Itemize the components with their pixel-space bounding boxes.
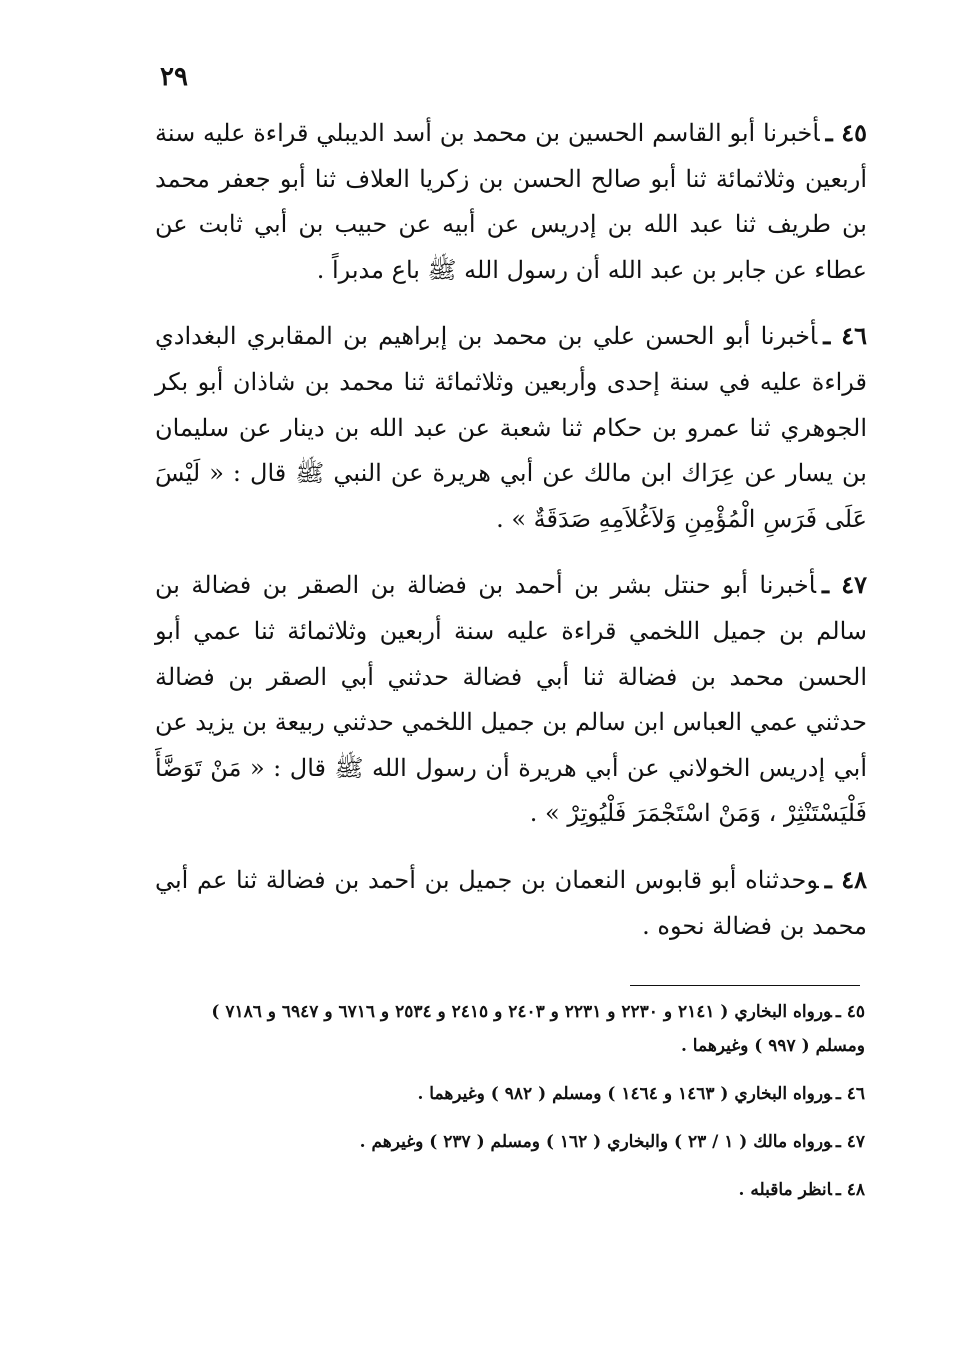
- footnote-number: ٤٥ ـ: [835, 1002, 865, 1022]
- footnote-48: [165, 1173, 865, 1207]
- hadith-text: أخبرنا أبو الحسن علي بن محمد بن إبراهيم بن المقابري البغدادي قراءة عليه في سنة إحدى وأربعين وثلاثمائة ثنا محمد بن شاذان أبو بكر الجوهري ثنا عمرو بن حكام ثنا شعبة عن عبد الله بن دينار عن سليمان بن يسار عن عِرَاك ابن مالك عن أبي هريرة عن النبي ﷺ قال : « لَيْسَ عَلَى فَرَسِ الْمُؤْمِنِ وَلاَغُلاَمِهِ صَدَقَةٌ » .: [155, 322, 867, 533]
- hadith-number: ٤٧ ـ: [822, 570, 868, 600]
- footnote-45: [165, 995, 865, 1063]
- hadith-number: ٤٨ ـ: [824, 864, 867, 894]
- footnote-divider: [630, 985, 860, 986]
- hadith-paragraph-47: [155, 562, 867, 837]
- footnote-46: [165, 1077, 865, 1111]
- hadith-text: وحدثناه أبو قابوس النعمان بن جميل بن أحمد بن فضالة ثنا عم أبي محمد بن فضالة نحوه .: [155, 865, 867, 940]
- hadith-paragraph-48: [155, 857, 867, 949]
- footnote-number: ٤٧ ـ: [835, 1132, 865, 1152]
- footnotes: [165, 995, 865, 1207]
- hadith-paragraph-46: [155, 313, 867, 542]
- footnote-number: ٤٦ ـ: [835, 1084, 865, 1104]
- page-number: ٢٩: [160, 62, 188, 92]
- hadith-text: أخبرنا أبو القاسم الحسين بن محمد بن أسد الديبلي قراءة عليه سنة أربعين وثلاثمائة ثنا أبو صالح الحسن بن زكريا العلاف ثنا أبو جعفر محمد بن طريف ثنا عبد الله بن إدريس عن أبيه عن حبيب بن أبي ثابت عن عطاء عن جابر بن عبد الله أن رسول الله ﷺ باع مدبراً .: [155, 119, 867, 284]
- hadith-number: ٤٦ ـ: [823, 321, 867, 351]
- footnote-text: ورواه مالك ( ١ / ٢٣ ) والبخاري ( ١٦٢ ) ومسلم ( ٢٣٧ ) وغيرهم .: [359, 1132, 832, 1152]
- hadith-text: أخبرنا أبو حنتل بشر بن أحمد بن فضالة بن الصقر بن فضالة بن سالم بن جميل اللخمي قراءة عليه سنة أربعين وثلاثمائة ثنا عمي أبو الحسن محمد بن فضالة ثنا أبي فضالة حدثني أبي الصقر بن فضالة حدثني عمي العباس ابن سالم بن جميل اللخمي حدثني ربيعة بن يزيد عن أبي إدريس الخولاني عن أبي هريرة أن رسول الله ﷺ قال : « مَنْ تَوَضَّأَ فَلْيَسْتَنْثِرْ ، وَمَنْ اسْتَجْمَرَ فَلْيُوتِرْ » .: [155, 571, 868, 828]
- footnote-47: [165, 1125, 865, 1159]
- hadith-paragraph-45: [155, 110, 867, 293]
- footnote-text: ورواه البخاري ( ٢١٤١ و ٢٢٣٠ و ٢٢٣١ و ٢٤٠٣ و ٢٤١٥ و ٢٥٣٤ و ٦٧١٦ و ٦٩٤٧ و ٧١٨٦ ) ومسلم ( ٩٩٧ ) وغيرهما .: [211, 1002, 865, 1056]
- footnote-text: انظر ماقبله .: [738, 1180, 832, 1200]
- footnote-text: ورواه البخاري ( ١٤٦٣ و ١٤٦٤ ) ومسلم ( ٩٨٢ ) وغيرهما .: [417, 1084, 832, 1104]
- hadith-number: ٤٥ ـ: [825, 118, 867, 147]
- footnote-number: ٤٨ ـ: [835, 1180, 865, 1200]
- hadith-body: [155, 110, 867, 949]
